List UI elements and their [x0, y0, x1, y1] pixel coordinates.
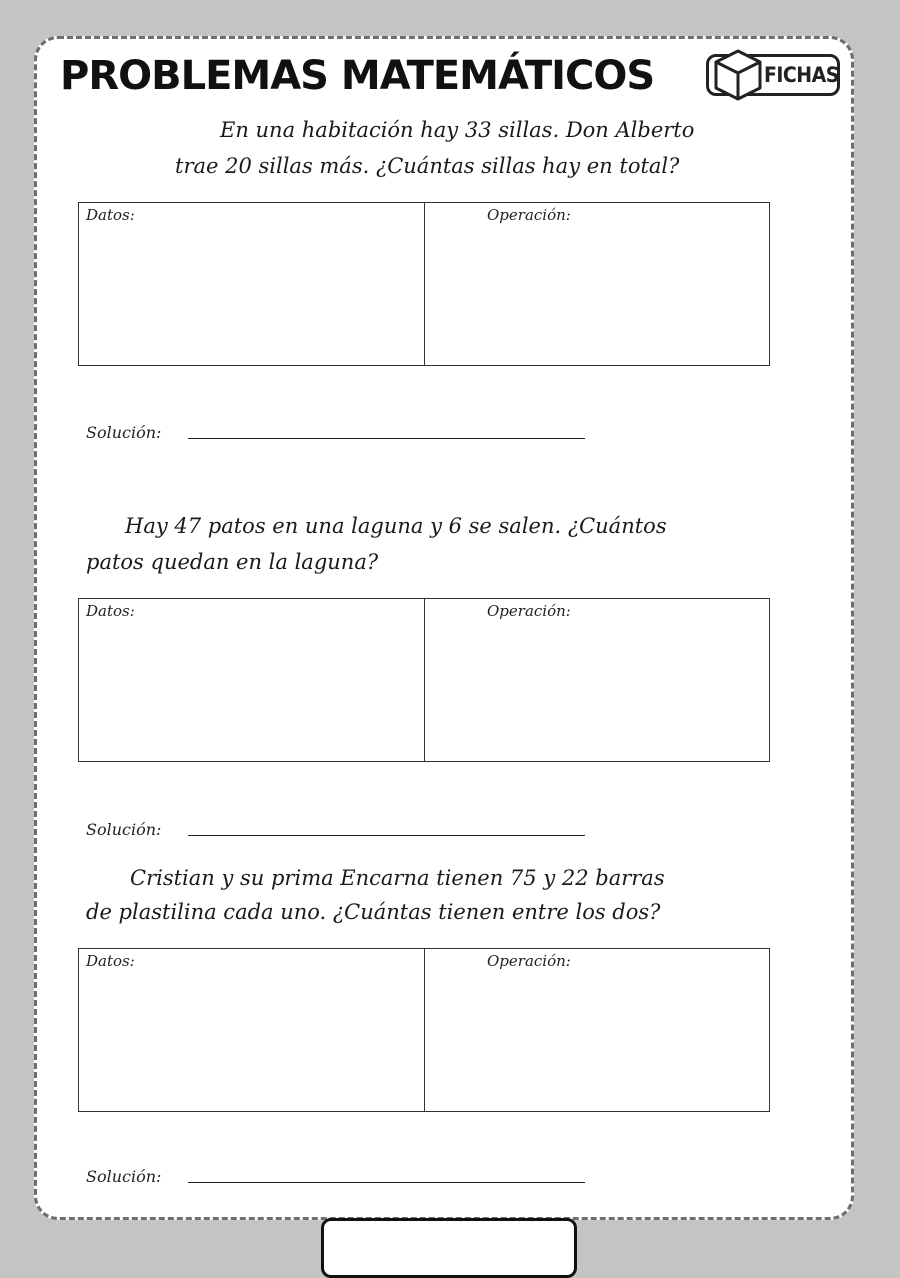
problem-1-answer-box [78, 202, 770, 366]
operacion-label: Operación: [487, 602, 571, 620]
box-divider [424, 949, 425, 1111]
problem-1-line-1: En una habitación hay 33 sillas. Don Alberto [220, 118, 695, 142]
page-title: PROBLEMAS MATEMÁTICOS [60, 53, 655, 99]
problem-2-solution [86, 819, 586, 845]
box-divider [424, 203, 425, 365]
solucion-label: Solución: [86, 423, 162, 442]
solution-line [188, 835, 585, 836]
problem-2-line-2: patos quedan en la laguna? [86, 550, 379, 574]
logo-text: FICHAS [764, 63, 839, 87]
solucion-label: Solución: [86, 820, 162, 839]
problem-3-line-1: Cristian y su prima Encarna tienen 75 y 22 barras [130, 866, 665, 890]
solution-line [188, 1182, 585, 1183]
operacion-label: Operación: [487, 952, 571, 970]
operacion-label: Operación: [487, 206, 571, 224]
problem-2-line-1: Hay 47 patos en una laguna y 6 se salen. ¿Cuántos [125, 514, 667, 538]
datos-label: Datos: [86, 206, 135, 224]
solution-line [188, 438, 585, 439]
problem-3-answer-box [78, 948, 770, 1112]
box-divider [424, 599, 425, 761]
problem-1-line-2: trae 20 sillas más. ¿Cuántas sillas hay en total? [175, 154, 680, 178]
problem-3-line-2: de plastilina cada uno. ¿Cuántas tienen entre los dos? [86, 900, 661, 924]
solucion-label: Solución: [86, 1167, 162, 1186]
datos-label: Datos: [86, 602, 135, 620]
bottom-tab [321, 1218, 577, 1278]
fichas-logo [706, 48, 842, 102]
datos-label: Datos: [86, 952, 135, 970]
problem-3-solution [86, 1166, 586, 1192]
cube-icon [712, 48, 764, 102]
problem-2-answer-box [78, 598, 770, 762]
problem-1-solution [86, 422, 586, 448]
